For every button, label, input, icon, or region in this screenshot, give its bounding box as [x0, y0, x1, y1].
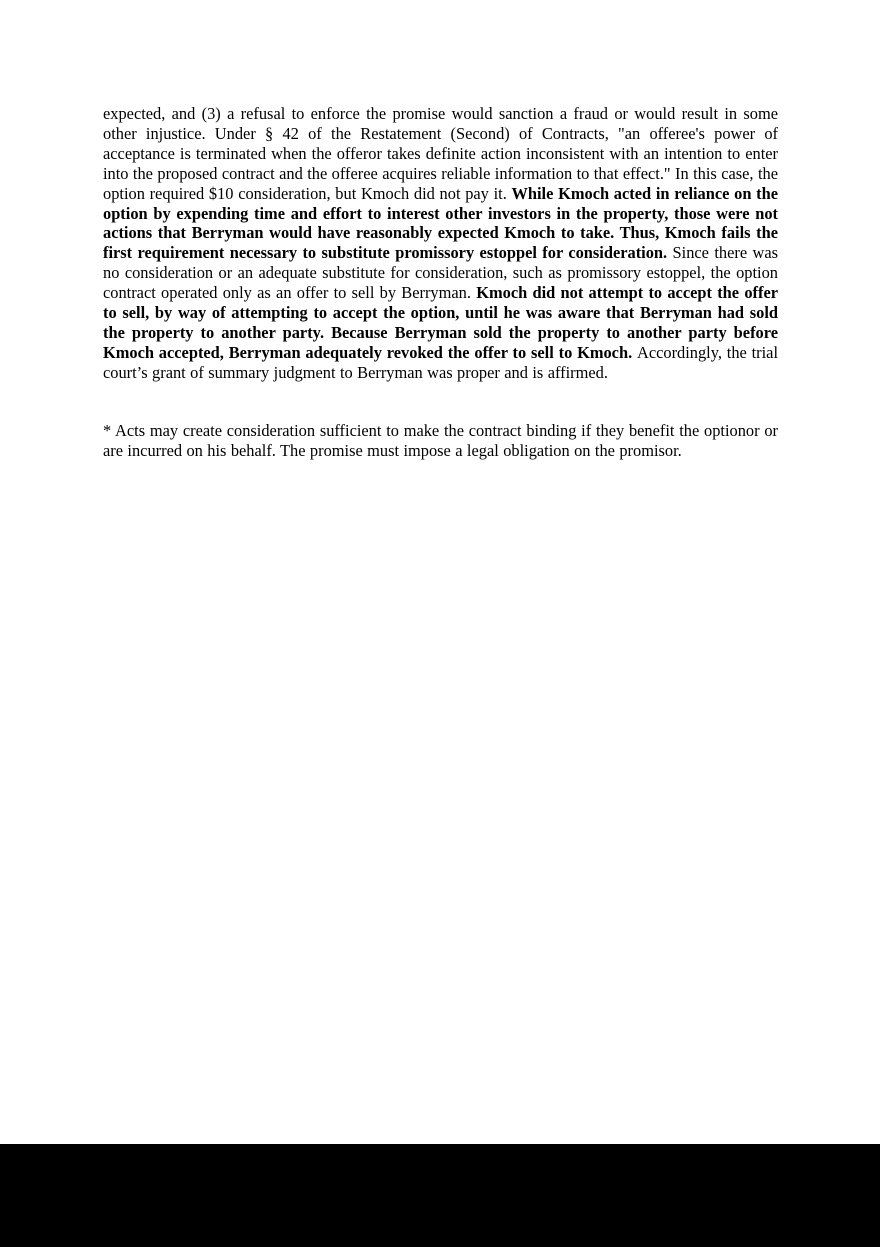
- bold-text-run: While Kmoch acted in reliance on the option by expending time and effort to interest other investors in the property, those were not actions that Berryman would have reasonably expected Kmoch to take. Thus, Kmoch fails the first requirement necessary to substitute promissory estoppel for consideration.: [103, 183, 778, 263]
- text-run: Since there was no consideration or an adequate substitute for consideration, such as promissory estoppel, the option contract operated only as an offer to sell by Berryman.: [103, 243, 779, 303]
- opinion-text-block: [103, 104, 778, 461]
- text-run: * Acts may create consideration sufficient to make the contract binding if they benefit the optionor or are incurred on his behalf. The promise must impose a legal obligation on the promisor.: [103, 420, 778, 460]
- bottom-black-bar: [0, 1144, 880, 1247]
- bold-text-run: Kmoch did not attempt to accept the offer to sell, by way of attempting to accept the option, until he was aware that Berryman had sold the property to another party. Because Berryman sold the property to another party before Kmoch accepted, Berryman adequately revoked the offer to sell to Kmoch.: [103, 283, 778, 362]
- text-run: Accordingly, the trial court’s grant of summary judgment to Berryman was proper and is affirmed.: [103, 342, 778, 382]
- footnote-paragraph: [103, 421, 778, 461]
- text-run: expected, and (3) a refusal to enforce the promise would sanction a fraud or would result in some other injustice. Under § 42 of the Restatement (Second) of Contracts, "an offeree's power of acceptance is terminated when the offeror takes definite action inconsistent with an intention to enter into the proposed contract and the offeree acquires reliable information to that effect." In this case, the option required $10 consideration, but Kmoch did not pay it.: [103, 104, 778, 203]
- opinion-paragraph: [103, 104, 778, 383]
